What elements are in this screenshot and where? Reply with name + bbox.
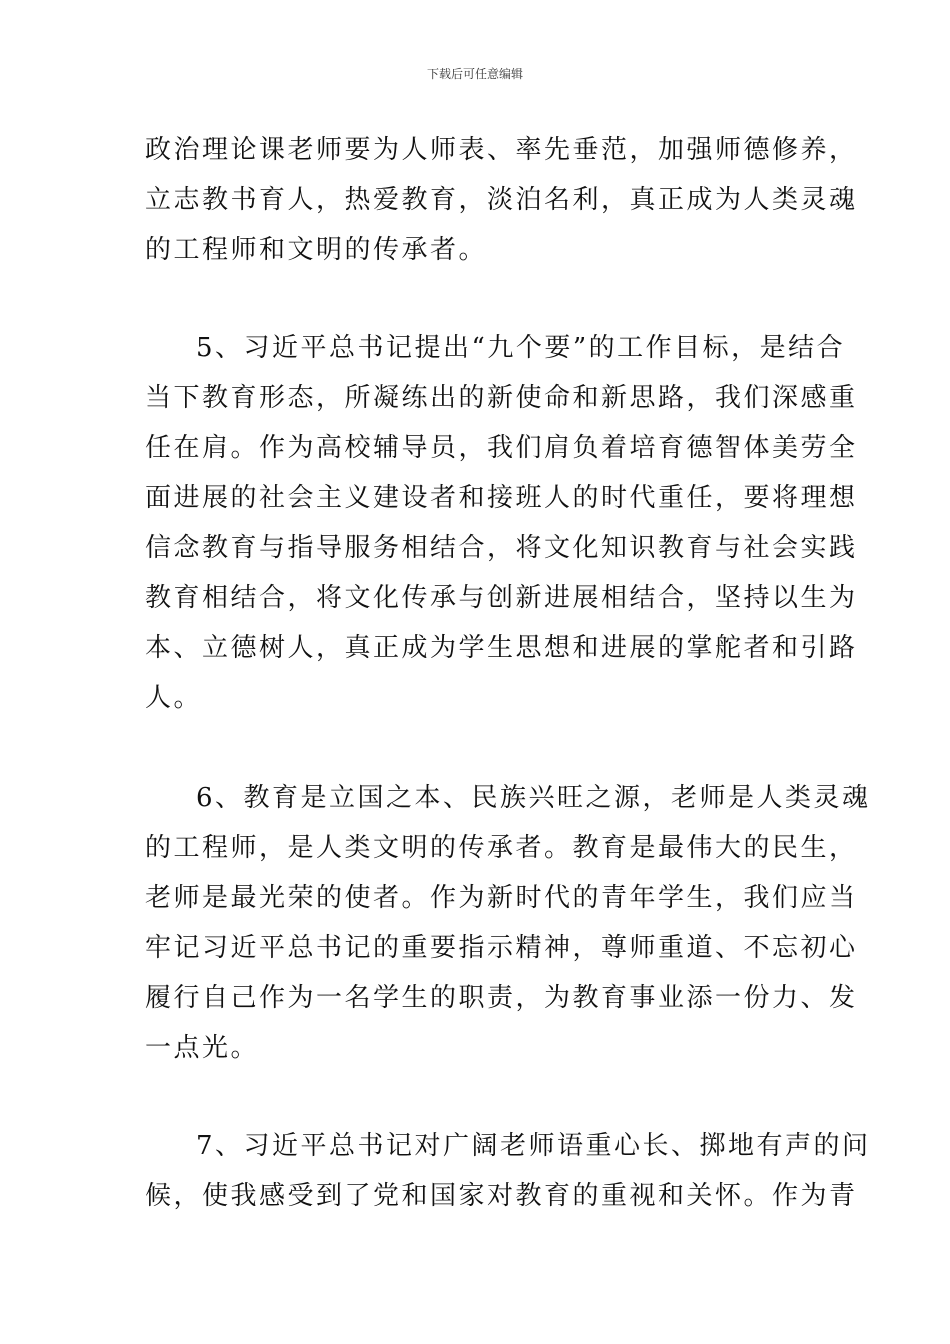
header-note: 下载后可任意编辑 — [426, 67, 523, 81]
paragraph-line: 候，使我感受到了党和国家对教育的重视和关怀。作为青 — [145, 1181, 858, 1211]
paragraph-line: 当下教育形态，所凝练出的新使命和新思路，我们深感重 — [145, 383, 858, 413]
paragraph-line: 面进展的社会主义建设者和接班人的时代重任，要将理想 — [145, 483, 858, 513]
paragraph-line: 老师是最光荣的使者。作为新时代的青年学生，我们应当 — [145, 883, 858, 913]
paragraph-line: 信念教育与指导服务相结合，将文化知识教育与社会实践 — [145, 533, 858, 563]
paragraph-line: 本、立德树人，真正成为学生思想和进展的掌舵者和引路 — [145, 633, 858, 663]
paragraph-line: 政治理论课老师要为人师表、率先垂范，加强师德修养， — [145, 135, 858, 165]
paragraph-line: 6、教育是立国之本、民族兴旺之源，老师是人类灵魂 — [196, 783, 871, 813]
paragraph-line: 任在肩。作为高校辅导员，我们肩负着培育德智体美劳全 — [145, 433, 858, 463]
paragraph-line: 牢记习近平总书记的重要指示精神，尊师重道、不忘初心 — [145, 933, 858, 963]
paragraph-line: 的工程师，是人类文明的传承者。教育是最伟大的民生， — [145, 833, 858, 863]
paragraph-line: 教育相结合，将文化传承与创新进展相结合，坚持以生为 — [145, 583, 858, 613]
paragraph-line: 7、习近平总书记对广阔老师语重心长、掷地有声的问 — [196, 1131, 871, 1161]
paragraph-line: 一点光。 — [145, 1033, 260, 1063]
paragraph-line: 立志教书育人，热爱教育，淡泊名利，真正成为人类灵魂 — [145, 185, 858, 215]
paragraph-line: 的工程师和文明的传承者。 — [145, 235, 488, 265]
paragraph-line: 履行自己作为一名学生的职责，为教育事业添一份力、发 — [145, 983, 858, 1013]
paragraph-line: 人。 — [145, 683, 203, 713]
paragraph-line: 5、习近平总书记提出“九个要”的工作目标，是结合 — [196, 333, 846, 363]
